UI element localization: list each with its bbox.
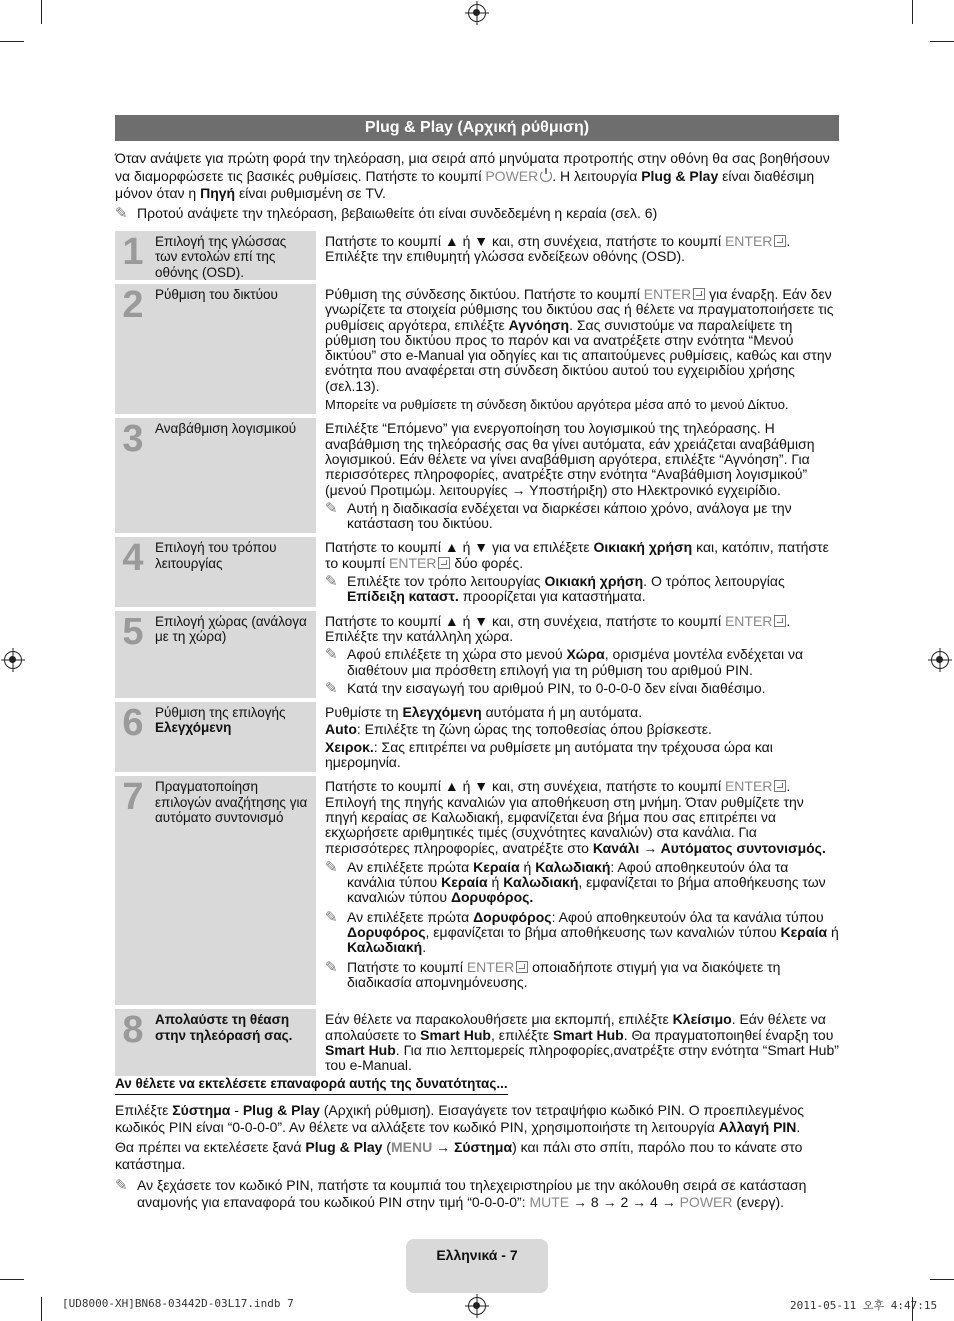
pencil-note-icon: ✎	[325, 573, 338, 591]
step-content: Εάν θέλετε να παρακολουθήσετε μια εκπομπή, επιλέξτε Κλείσιμο. Εάν θέλετε να απολαύσετε το Smart Hub, επιλέξτε Smart Hub. Θα πραγματοποιηθεί έναρξη του Smart Hub. Για πιο λεπτομερείς πληροφορίες,ανατρέξτε στην ενότητα “Smart Hub” του e-Manual.	[325, 1011, 839, 1074]
step-content: Ρύθμιση της σύνδεσης δικτύου. Πατήστε το κουμπί ENTER για έναρξη. Εάν δεν γνωρίζετε τα στοιχεία ρύθμισης του δικτύου σας ή θέλετε να πραγματοποιήσετε τις ρυθμίσεις αργότερα, επιλέξτε Αγνόηση. Σας συνιστούμε να παραλείψετε τη ρύθμιση του δικτύου προς το παρόν και να ανατρέξετε στην ενότητα “Μενού δικτύου” στο e-Manual για οδηγίες και τις απαιτούμενες ρυθμίσεις, καθώς και στην ενότητα που αναφέρεται στη σύνδεση δικτύου αυτού του εγχειριδίου χρήσης (σελ.13). Μπορείτε να ρυθμίσετε τη σύνδεση δικτύου αργότερα μέσα από το μενού Δίκτυο.	[325, 286, 834, 413]
steps-table	[115, 231, 839, 1080]
section-title: Plug & Play (Αρχική ρύθμιση)	[115, 115, 839, 141]
enter-icon	[693, 288, 705, 300]
step-label: Αναβάθμιση λογισμικού	[151, 416, 316, 535]
step-row-4	[115, 535, 839, 608]
step-row-5	[115, 609, 839, 700]
reset-paragraph: Επιλέξτε Σύστημα - Plug & Play (Αρχική ρύθμιση). Εισαγάγετε τον τετραψήφιο κωδικό PIN. Ο προεπιλεγμένος κωδικός PIN είναι “0-0-0-0”. Αν θέλετε να αλλάξετε τον κωδικό PIN, χρησιμοποιήστε τη λειτουργία Αλλαγή PIN.	[115, 1101, 805, 1135]
step-label: Ρύθμιση του δικτύου	[151, 282, 316, 416]
pencil-note-icon: ✎	[115, 204, 128, 222]
pencil-note-icon: ✎	[325, 858, 338, 876]
enter-icon	[774, 615, 786, 627]
registration-mark-icon	[468, 1297, 486, 1315]
step-label: Πραγματοποίηση επιλογών αναζήτησης για αυτόματο συντονισμό	[151, 774, 316, 1007]
pencil-note-icon: ✎	[115, 1176, 128, 1194]
step-number: 7	[115, 774, 151, 1007]
reset-section	[115, 1075, 839, 1212]
step-number: 3	[115, 416, 151, 535]
step-number: 5	[115, 609, 151, 700]
pencil-note-icon: ✎	[325, 679, 338, 697]
step-content: Πατήστε το κουμπί ▲ ή ▼ και, στη συνέχεια, πατήστε το κουμπί ENTER . Επιλέξτε την κατάλληλη χώρα. ✎ Αφού επιλέξετε τη χώρα στο μενού Χώρα, ορισμένα μοντέλα ενδέχεται να διαθέτουν μια πρόσθετη επιλογή για τη ρύθμιση του αριθμού PIN. ✎ Κατά την εισαγωγή του αριθμού PIN, το 0-0-0-0 δεν είναι διαθέσιμο.	[325, 612, 804, 697]
registration-mark-icon	[931, 651, 949, 669]
step-label: Επιλογή χώρας (ανάλογα με τη χώρα)	[151, 609, 316, 700]
step-content: Πατήστε το κουμπί ▲ ή ▼ για να επιλέξετε Οικιακή χρήση και, κατόπιν, πατήστε το κουμπί ENTER δύο φορές. ✎ Επιλέξτε τον τρόπο λειτουργίας Οικιακή χρήση. Ο τρόπος λειτουργίας Επίδειξη καταστ. προορίζεται για καταστήματα.	[325, 539, 829, 605]
step-content: Επιλέξτε “Επόμενο” για ενεργοποίηση του λογισμικού της τηλεόρασης. Η αναβάθμιση της τηλεόρασής σας θα γίνει αυτόματα, εάν χρειάζεται αναβάθμιση λογισμικού. Εάν θέλετε να γίνει αναβάθμιση αργότερα, επιλέξτε “Αγνόηση”. Για περισσότερες πληροφορίες, ανατρέξτε στην ενότητα “Αναβάθμιση λογισμικού” (μενού Προτιμώμ. λειτουργίες → Υποστήριξη) στο Ηλεκτρονικό εγχειρίδιο. ✎ Αυτή η διαδικασία ενδέχεται να διαρκέσει κάποιο χρόνο, ανάλογα με την κατάσταση του δικτύου.	[325, 420, 815, 532]
step-content: Πατήστε το κουμπί ▲ ή ▼ και, στη συνέχεια, πατήστε το κουμπί ENTER . Επιλέξτε την επιθυμητή γλώσσα ενδείξεων οθόνης (OSD).	[325, 233, 791, 265]
pencil-note-icon: ✎	[325, 908, 338, 926]
step-row-1	[115, 231, 839, 282]
intro-section	[115, 150, 839, 222]
reset-heading: Αν θέλετε να εκτελέσετε επαναφορά αυτής της δυνατότητας...	[115, 1075, 508, 1095]
step-label: Επιλογή του τρόπου λειτουργίας	[151, 535, 316, 608]
step-number: 4	[115, 535, 151, 608]
step-number: 2	[115, 282, 151, 416]
intro-paragraph: Όταν ανάψετε για πρώτη φορά την τηλεόραση, μια σειρά από μηνύματα προτροπής στην οθόνη θα σας βοηθήσουν να διαμορφώσετε τις βασικές ρυθμίσεις. Πατήστε το κουμπί POWER . Η λειτουργία Plug & Play είναι διαθέσιμη μόνον όταν η Πηγή είναι ρυθμισμένη σε TV.	[115, 150, 830, 201]
registration-mark-icon	[4, 651, 22, 669]
enter-icon	[438, 557, 450, 569]
step-content: Ρυθμίστε τη Ελεγχόμενη αυτόματα ή μη αυτόματα. Auto: Επιλέξτε τη ζώνη ώρας της τοποθεσίας όπου βρίσκεστε. Χειροκ.: Σας επιτρέπει να ρυθμίσετε μη αυτόματα την τρέχουσα ώρα και ημερομηνία.	[325, 704, 773, 771]
registration-mark-icon	[468, 4, 486, 22]
intro-note: ✎ Προτού ανάψετε την τηλεόραση, βεβαιωθείτε ότι είναι συνδεδεμένη η κεραία (σελ. 6)	[115, 204, 658, 222]
enter-icon	[774, 235, 786, 247]
step-label: Απολαύστε τη θέαση στην τηλεόρασή σας.	[151, 1007, 316, 1077]
step-content: Πατήστε το κουμπί ▲ ή ▼ και, στη συνέχεια, πατήστε το κουμπί ENTER . Επιλογή της πηγής καναλιών για αποθήκευση στη μνήμη. Όταν ρυθμίζετε την πηγή κεραίας σε Καλωδιακή, εμφανίζεται ένα βήμα που σας επιτρέπει να εκχωρήσετε αριθμητικές τιμές (συχνότητες καναλιών) στα κανάλια. Για περισσότερες πληροφορίες, ανατρέξτε στο Κανάλι → Αυτόματος συντονισμός. ✎ Αν επιλέξετε πρώτα Κεραία ή Καλωδιακή: Αφού αποθηκευτούν όλα τα κανάλια τύπου Κεραία ή Καλωδιακή, εμφανίζεται το βήμα αποθήκευσης των καναλιών τύπου Δορυφόρος. ✎ Αν επιλέξετε πρώτα Δορυφόρος: Αφού αποθηκευτούν όλα τα κανάλια τύπου Δορυφόρος, εμφανίζεται το βήμα αποθήκευσης των καναλιών τύπου Κεραία ή Καλωδιακή. ✎ Πατήστε το κουμπί ENTER οποιαδήποτε στιγμή για να διακόψετε τη διαδικασία απομνημόνευσης.	[325, 778, 839, 990]
step-number: 6	[115, 700, 151, 774]
footer-file-info: [UD8000-XH]BN68-03442D-03L17.indb 7	[62, 1297, 294, 1310]
step-number: 1	[115, 231, 151, 282]
power-icon	[540, 170, 552, 182]
enter-icon	[774, 780, 786, 792]
enter-icon	[516, 961, 528, 973]
reset-paragraph: Θα πρέπει να εκτελέσετε ξανά Plug & Play (MENU → Σύστημα) και πάλι στο σπίτι, παρόλο που το κάνατε στο κατάστημα.	[115, 1138, 803, 1172]
step-label: Ρύθμιση της επιλογής Ελεγχόμενη	[151, 700, 316, 774]
step-row-8	[115, 1007, 839, 1077]
step-row-2	[115, 282, 839, 416]
footer-timestamp: 2011-05-11 오후 4:47:15	[790, 1299, 938, 1312]
pencil-note-icon: ✎	[325, 958, 338, 976]
step-row-7	[115, 774, 839, 1007]
step-label: Επιλογή της γλώσσας των εντολών επί της οθόνης (OSD).	[151, 231, 316, 282]
reset-note: ✎ Αν ξεχάσετε τον κωδικό PIN, πατήστε τα κουμπιά του τηλεχειριστηρίου με την ακόλουθη σειρά σε κατάσταση αναμονής για επαναφορά του κωδικού PIN στην τιμή “0-0-0-0”: MUTE → 8 → 2 → 4 → POWER (ενεργ).	[115, 1176, 807, 1210]
step-row-3	[115, 416, 839, 535]
pencil-note-icon: ✎	[325, 646, 338, 664]
step-row-6	[115, 700, 839, 774]
step-number: 8	[115, 1007, 151, 1077]
pencil-note-icon: ✎	[325, 499, 338, 517]
page-number-tab: Ελληνικά - 7	[406, 1239, 548, 1293]
